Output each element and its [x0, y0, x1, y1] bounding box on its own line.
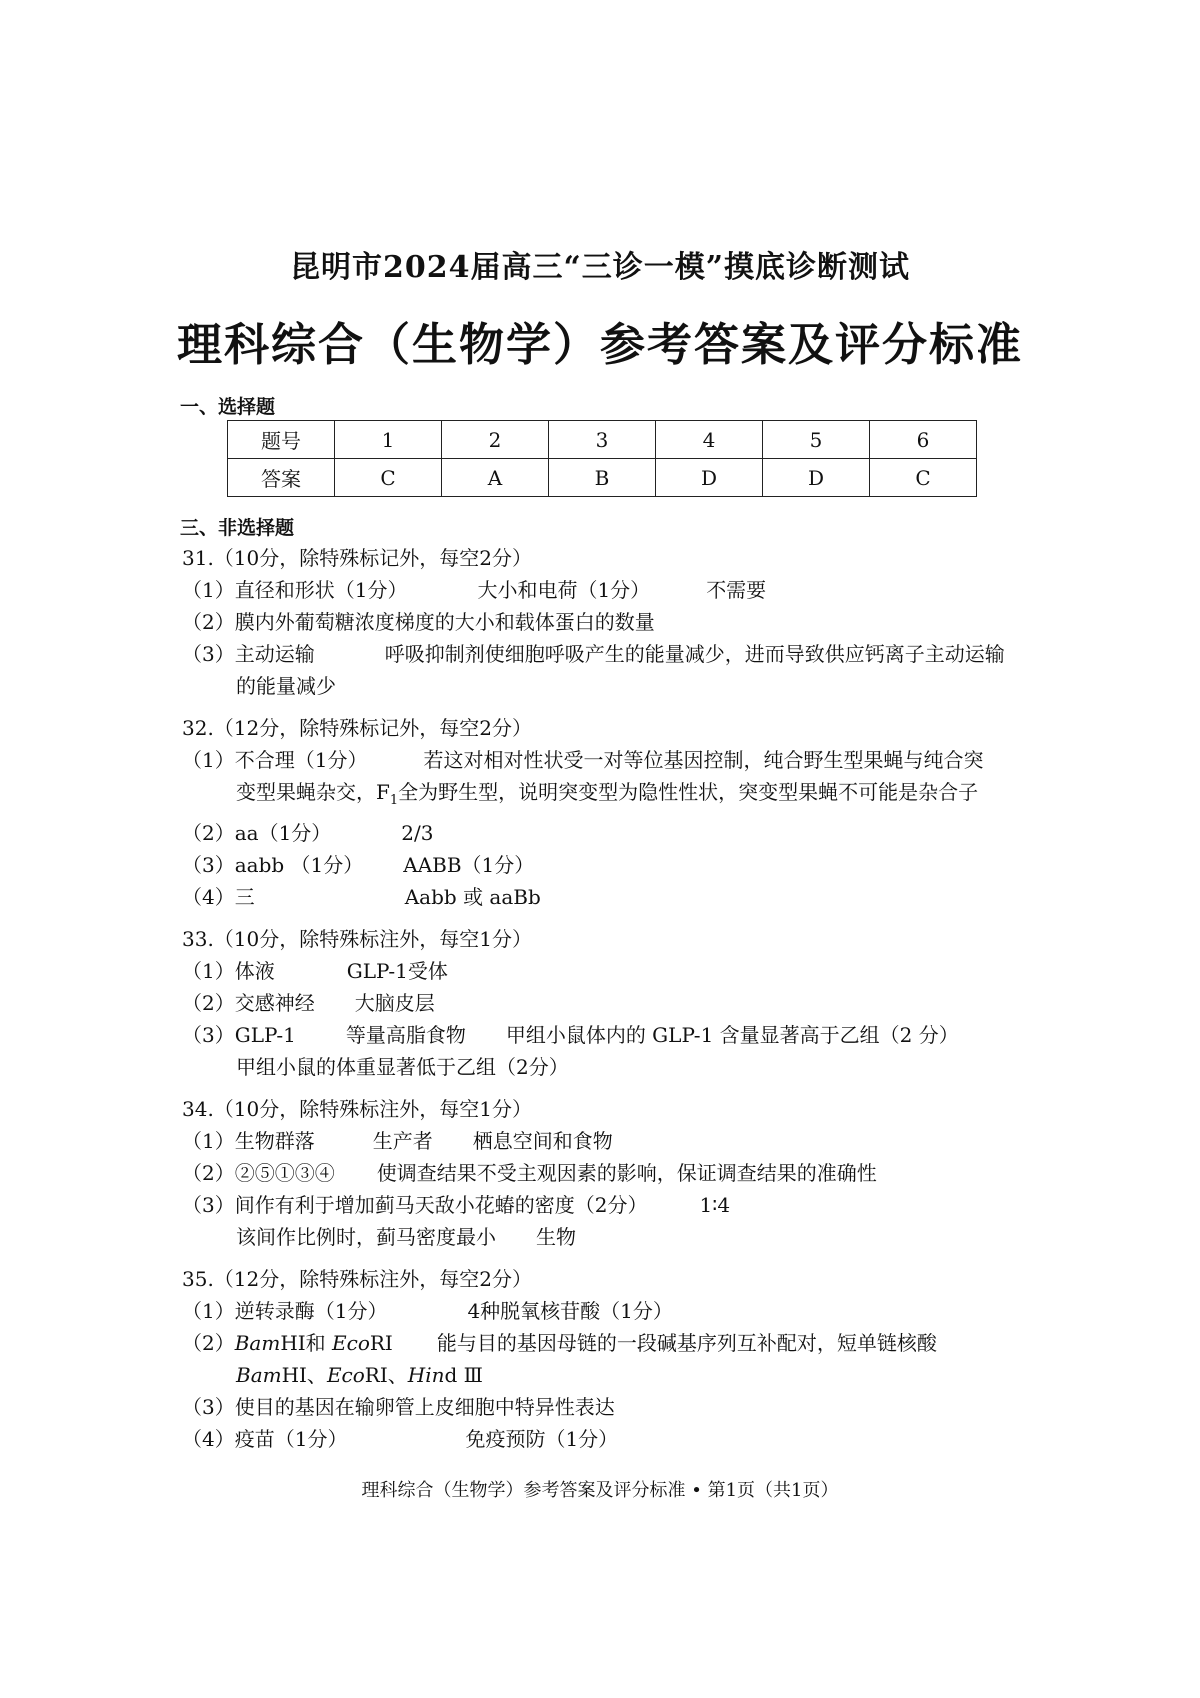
- enzyme-italic: Eco: [332, 1331, 370, 1355]
- enzyme-italic: Hin: [407, 1363, 445, 1387]
- answer-text: 2/3: [401, 821, 434, 845]
- answer-text: 大小和电荷（1分）: [477, 578, 651, 602]
- answer-text: （3）主动运输: [182, 642, 315, 666]
- answer-text: （2）②⑤①③④: [182, 1161, 335, 1185]
- enzyme-italic: Eco: [326, 1363, 365, 1387]
- question-header: 34.（10分，除特殊标注外，每空1分）: [182, 1097, 532, 1121]
- answer-cell: B: [548, 459, 655, 497]
- question-33: [182, 923, 1032, 1083]
- answer-text: 甲组小鼠体内的 GLP-1 含量显著高于乙组（2 分）: [505, 1023, 959, 1047]
- answer-text: Aabb 或 aaBb: [404, 885, 541, 909]
- section-heading-choice: 一、选择题: [180, 396, 276, 418]
- answer-line: [182, 574, 1032, 606]
- question-35: [182, 1263, 1032, 1455]
- answer-text: 大脑皮层: [354, 991, 435, 1015]
- answer-line: [182, 744, 1032, 776]
- answer-line: [182, 1295, 1032, 1327]
- answer-line: [182, 881, 1032, 913]
- question-header: 35.（12分，除特殊标注外，每空2分）: [182, 1267, 532, 1291]
- answer-line: [182, 1189, 1032, 1221]
- answer-cell: D: [762, 459, 869, 497]
- answer-text: 呼吸抑制剂使细胞呼吸产生的能量减少，进而导致供应钙离子主动运输: [384, 642, 1005, 666]
- answer-text: （1）生物群落: [182, 1129, 315, 1153]
- answer-line: [182, 849, 1032, 881]
- answer-text: 不需要: [706, 578, 767, 602]
- answer-line-continued: [182, 1359, 1032, 1391]
- answer-text: HⅠ: [280, 1331, 306, 1355]
- answer-text: 1∶4: [699, 1193, 731, 1217]
- answer-text: RⅠ、: [364, 1363, 408, 1387]
- enzyme-italic: Bam: [236, 1363, 282, 1387]
- answer-line: （2）膜内外葡萄糖浓度梯度的大小和载体蛋白的数量: [182, 610, 655, 634]
- answer-text: 全为野生型，说明突变型为隐性性状，突变型果蝇不可能是杂合子: [398, 780, 979, 804]
- question-31: [182, 542, 1032, 702]
- answer-line: [182, 638, 1032, 670]
- answer-text: （1）体液: [182, 959, 275, 983]
- answer-text: 若这对相对性状受一对等位基因控制，纯合野生型果蝇与纯合突: [423, 748, 984, 772]
- answer-line: [182, 1019, 1032, 1051]
- answer-text: （2）: [182, 1331, 235, 1355]
- answer-text: （1）直径和形状（1分）: [182, 578, 408, 602]
- answer-line: [182, 955, 1032, 987]
- answer-line: [182, 987, 1032, 1019]
- question-header: 32.（12分，除特殊标记外，每空2分）: [182, 716, 532, 740]
- section-heading-nonchoice: 三、非选择题: [180, 517, 295, 539]
- question-header: 33.（10分，除特殊标注外，每空1分）: [182, 927, 532, 951]
- answer-text: （1）不合理（1分）: [182, 748, 368, 772]
- answer-text: 生产者: [372, 1129, 433, 1153]
- answer-line: [182, 1327, 1032, 1359]
- answer-line-continued: [182, 1221, 1032, 1253]
- answer-text: AABB（1分）: [403, 853, 535, 877]
- enzyme-italic: Bam: [234, 1331, 281, 1355]
- answer-text: 能与目的基因母链的一段碱基序列互补配对，短单链核酸: [436, 1331, 937, 1355]
- answer-text: 生物: [536, 1225, 576, 1249]
- answer-cell: C: [335, 459, 442, 497]
- question-32: [182, 712, 1032, 913]
- table-row-answers: [228, 459, 977, 497]
- answer-text: （3）aabb （1分）: [182, 853, 364, 877]
- answer-cell: C: [869, 459, 976, 497]
- page-footer: 理科综合（生物学）参考答案及评分标准 • 第1页（共1页）: [361, 1480, 839, 1501]
- exam-subtitle: 昆明市2024届高三“三诊一模”摸底诊断测试: [289, 250, 910, 285]
- answer-line-continued: 的能量减少: [236, 674, 336, 698]
- answer-line: [182, 1157, 1032, 1189]
- answer-line: [182, 1125, 1032, 1157]
- answer-text: 栖息空间和食物: [472, 1129, 613, 1153]
- answer-line: （3）使目的基因在输卵管上皮细胞中特异性表达: [182, 1395, 615, 1419]
- answer-line: [182, 817, 1032, 849]
- answer-text: 4种脱氧核苷酸（1分）: [467, 1299, 673, 1323]
- answer-text: （4）疫苗（1分）: [182, 1427, 348, 1451]
- answer-text: 使调查结果不受主观因素的影响，保证调查结果的准确性: [376, 1161, 877, 1185]
- answer-text: HⅠ、: [281, 1363, 327, 1387]
- answer-text: （3）间作有利于增加蓟马天敌小花蝽的密度（2分）: [182, 1193, 648, 1217]
- row-label-number: 题号: [228, 421, 335, 459]
- answer-text: d Ⅲ: [444, 1363, 483, 1387]
- answer-cell: A: [442, 459, 549, 497]
- answer-text: 和: [305, 1331, 326, 1355]
- subscript: 1: [389, 793, 399, 808]
- answer-text: 该间作比例时，蓟马密度最小: [236, 1225, 496, 1249]
- answer-line-continued: 甲组小鼠的体重显著低于乙组（2分）: [236, 1055, 569, 1079]
- question-number: 6: [869, 421, 976, 459]
- question-34: [182, 1093, 1032, 1253]
- answer-text: RⅠ: [369, 1331, 393, 1355]
- answer-table: [227, 420, 977, 497]
- question-number: 5: [762, 421, 869, 459]
- row-label-answer: 答案: [228, 459, 335, 497]
- page-title: 理科综合（生物学）参考答案及评分标准: [176, 318, 1023, 371]
- answer-line: [182, 1423, 1032, 1455]
- answer-text: （3）GLP-1: [182, 1023, 296, 1047]
- question-number: 4: [655, 421, 762, 459]
- question-number: 2: [442, 421, 549, 459]
- answer-text: （1）逆转录酶（1分）: [182, 1299, 388, 1323]
- answer-text: 免疫预防（1分）: [465, 1427, 619, 1451]
- answer-text: （4）三: [182, 885, 255, 909]
- answer-body: [182, 542, 1032, 1455]
- answer-text: GLP-1受体: [346, 959, 448, 983]
- answer-text: 等量高脂食物: [345, 1023, 466, 1047]
- answer-text: （2）交感神经: [182, 991, 315, 1015]
- question-number: 3: [548, 421, 655, 459]
- question-number: 1: [335, 421, 442, 459]
- answer-text: 变型果蝇杂交，F: [236, 780, 390, 804]
- question-header: 31.（10分，除特殊标记外，每空2分）: [182, 546, 532, 570]
- table-row-numbers: [228, 421, 977, 459]
- answer-text: （2）aa（1分）: [182, 821, 332, 845]
- answer-line-continued: [182, 776, 1032, 817]
- answer-cell: D: [655, 459, 762, 497]
